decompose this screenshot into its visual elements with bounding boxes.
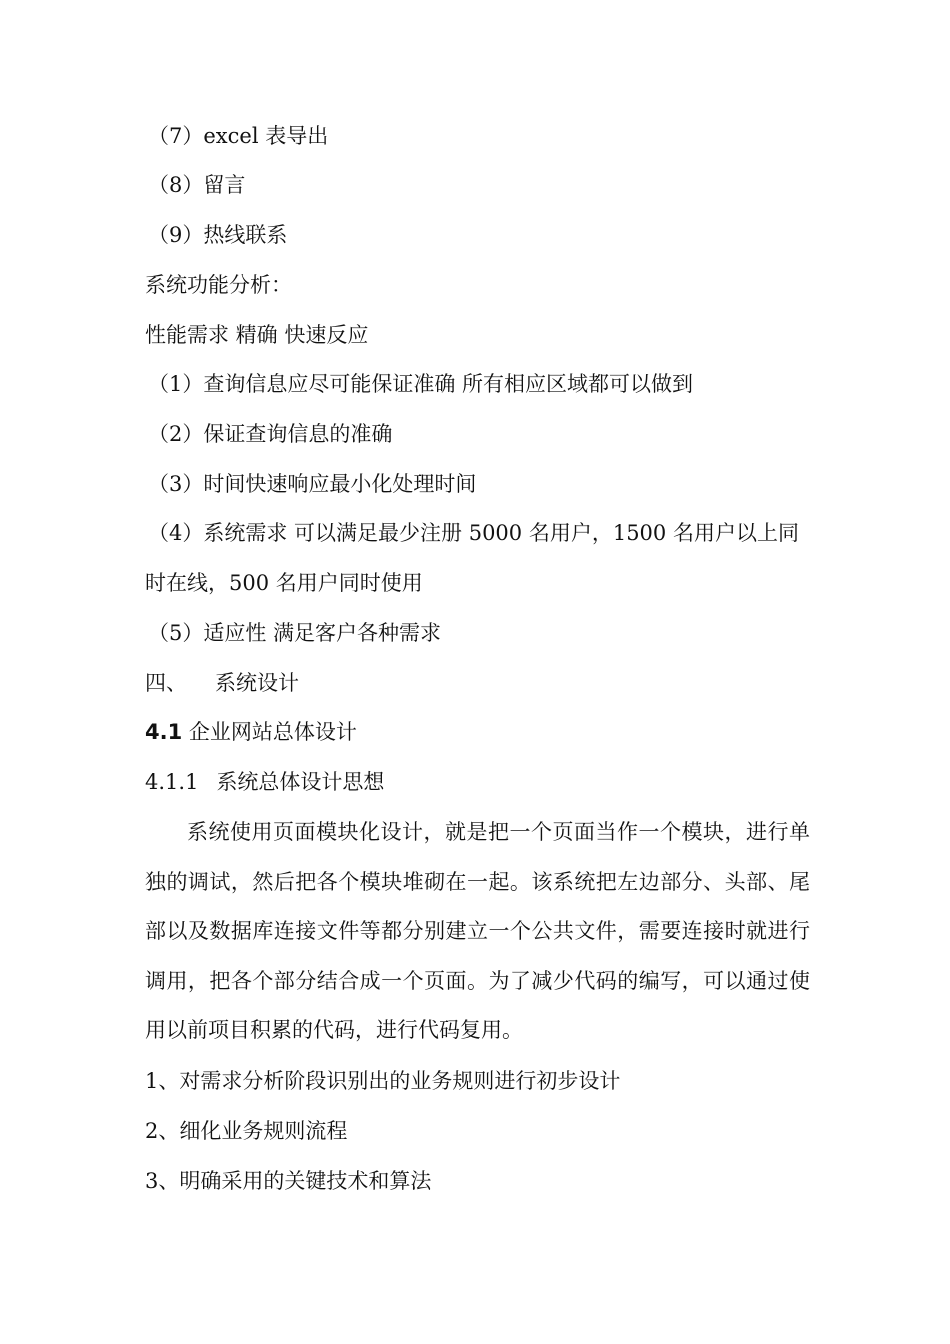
requirement-item-5: （5）适应性 满足客户各种需求 — [148, 621, 442, 645]
section-heading — [145, 668, 825, 698]
section-title: 系统设计 — [215, 671, 299, 695]
subsubsection-heading — [145, 767, 825, 797]
feature-item-7: （7）excel 表导出 — [148, 124, 329, 148]
requirement-item-4-line1: （4）系统需求 可以满足最少注册 5000 名用户，1500 名用户以上同 — [148, 521, 799, 545]
subsubsection-number: 4.1.1 — [145, 770, 199, 794]
design-step-3: 3、明确采用的关键技术和算法 — [145, 1169, 432, 1193]
requirement-item-1: （1）查询信息应尽可能保证准确 所有相应区域都可以做到 — [148, 372, 694, 396]
design-step-2: 2、细化业务规则流程 — [145, 1119, 348, 1143]
subsection-title: 企业网站总体设计 — [188, 720, 357, 744]
design-step-1: 1、对需求分析阶段识别出的业务规则进行初步设计 — [145, 1069, 621, 1093]
section-number: 四、 — [145, 671, 187, 695]
requirement-item-3: （3）时间快速响应最小化处理时间 — [148, 472, 477, 496]
design-paragraph: 系统使用页面模块化设计，就是把一个页面当作一个模块，进行单独的调试，然后把各个模块堆砌在一起。该系统把左边部分、头部、尾部以及数据库连接文件等都分别建立一个公共文件，需要连接时就进行调用，把各个部分结合成一个页面。为了减少代码的编写，可以通过使用以前项目积累的代码，进行代码复用。 — [145, 820, 810, 1042]
subsubsection-title: 系统总体设计思想 — [216, 770, 385, 794]
subsection-number: 4.1 — [145, 720, 183, 744]
subsection-heading — [145, 717, 825, 747]
requirement-item-2: （2）保证查询信息的准确 — [148, 422, 393, 446]
function-analysis-heading: 系统功能分析： — [145, 273, 292, 297]
performance-requirements: 性能需求 精确 快速反应 — [145, 323, 369, 347]
feature-item-8: （8）留言 — [148, 173, 246, 197]
requirement-item-4-line2: 时在线，500 名用户同时使用 — [145, 571, 423, 595]
feature-item-9: （9）热线联系 — [148, 223, 288, 247]
